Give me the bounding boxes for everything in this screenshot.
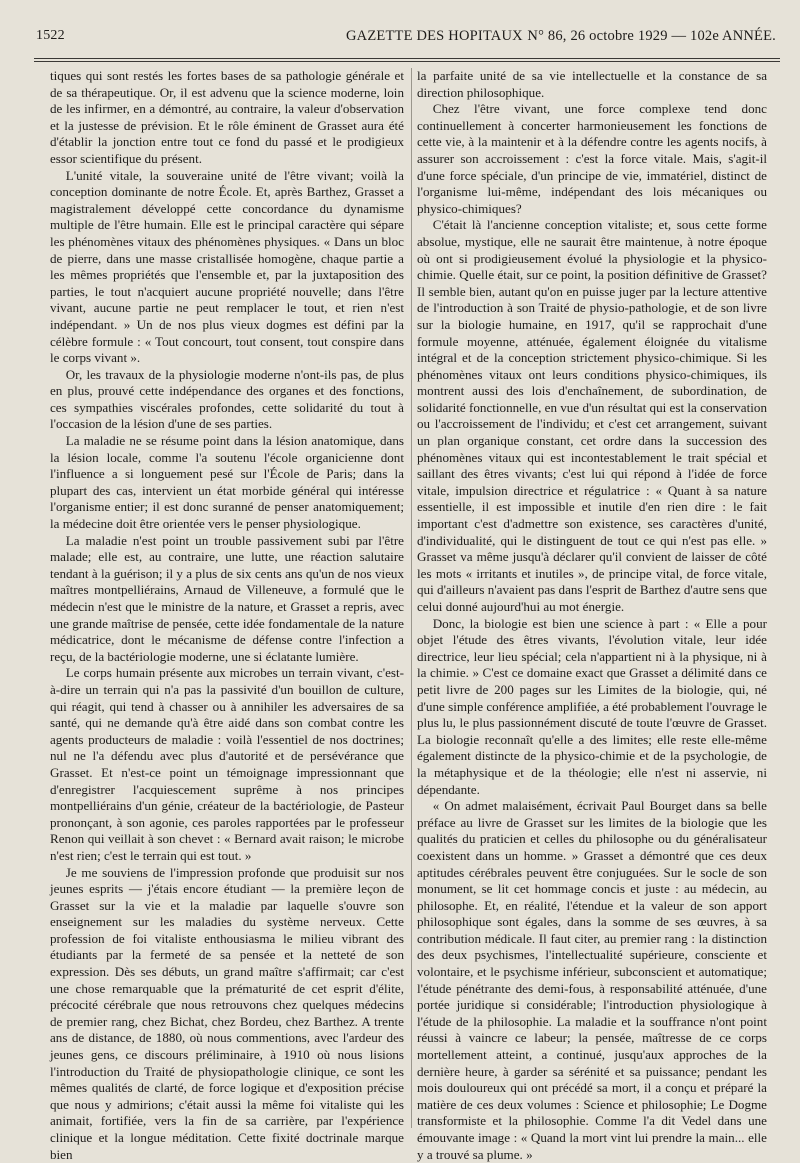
header-rule-double bbox=[34, 61, 780, 62]
paragraph: La maladie ne se résume point dans la lésion anatomique, dans la lésion locale, comme l'a soutenu l'école organicienne dont l'influence a si longuement pesé sur l'École de Paris; dans la plupart des cas, intervient un état morbide général qui intéresse l'organisme entier; il est donc suranné de penser anatomiquement; la médecine doit être orientée vers le penser physiologique. bbox=[50, 433, 404, 533]
paragraph: C'était là l'ancienne conception vitaliste; et, sous cette forme absolue, mystique, elle ne saurait être maintenue, à notre époque où ont si prodigieusement évolué la physiologie et la physico-chimie. Quelle était, sur ce point, la position définitive de Grasset? Il semble bien, autant qu'on en puisse juger par la lecture attentive de l'introduction à son Traité de physio-pathologie, et de son livre sur la biologie humaine, en 1917, qu'il se rapprochait d'une formule moyenne, atténuée, également éloignée du vitalisme intégral et de la conception strictement physico-chimique. Si les phénomènes vitaux ont leurs conditions physico-chimiques, ils montrent aussi des lois d'enchaînement, de subordination, de solidarité fonctionnelle, en vue d'un résultat qui est la conservation ou l'accroissement de l'individu; et c'est cet arrangement, suivant un plan organique constant, cet ordre dans la succession des phénomènes vitaux qui est incontestablement le trait spécial et saillant des êtres vivants; c'est lui qui répond à l'idée de force vitale, impulsion directrice et régulatrice : « Quant à sa nature essentielle, il est impossible et inutile d'en rien dire : le fait important c'est d'admettre son existence, ses caractères d'unité, d'individualité, qui le distinguent de tout ce qui n'est pas elle. » Grasset va même jusqu'à déclarer qu'il convient de laisser de côté les mots « irritants et inutiles », de principe vital, de force vitale, qui d'ailleurs n'avaient pas dans l'esprit de Barthez d'autre sens que celui donné aujourd'hui au mot énergie. bbox=[417, 217, 767, 615]
header-rule bbox=[34, 58, 780, 59]
issue-info: N° 86, 26 octobre 1929 — 102e ANNÉE. bbox=[527, 28, 776, 45]
paragraph: L'unité vitale, la souveraine unité de l'être vivant; voilà la conception dominante de notre École. Et, après Barthez, Grasset a magistralement développé cette concordance du dynamisme multiple de l'être humain. Elle est le principal caractère qui sépare les phénomènes vitaux des phénomènes physiques. « Dans un bloc de pierre, dans une masse cristallisée homogène, chaque partie a les mêmes propriétés que l'ensemble et, par la juxtaposition des parties, le tout n'acquiert aucune propriété nouvelle; dans l'être vivant, aucune partie ne peut remplacer le tout, et rien n'est indépendant. » Un de nos plus vieux dogmes est défini par la célèbre formule : « Tout concourt, tout consent, tout conspire dans le corps vivant ». bbox=[50, 168, 404, 367]
paragraph: tiques qui sont restés les fortes bases de sa pathologie générale et de sa thérapeutique. Or, il est advenu que la science moderne, loin de les infirmer, en a démontré, au contraire, la valeur d'observation et la justesse de prévision. Et le rôle éminent de Grasset aura été d'établir la jonction entre tout ce fond du passé et le prodigieux essor scientifique du présent. bbox=[50, 68, 404, 168]
page-header bbox=[36, 28, 776, 48]
paragraph: « On admet malaisément, écrivait Paul Bourget dans sa belle préface au livre de Grasset sur les limites de la biologie que les qualités du praticien et celles du philosophe ou du généralisateur coexistent dans un homme. » Grasset a démontré que ces deux aptitudes cérébrales peuvent être conjuguées. Sur le socle de son monument, se lit cet hommage concis et juste : au médecin, au philosophe. Et, en réalité, l'étendue et la valeur de son apport philosophique sont égales, dans la somme de ses œuvres, à sa contribution médicale. Il faut citer, au premier rang : la distinction des deux psychismes, l'intellectualité supérieure, consciente et volontaire, et le psychisme inférieur, subconscient et automatique; l'étude pénétrante des demi-fous, à responsabilité atténuée, d'une portée juridique si considérable; l'introduction physiologique à l'étude de la philosophie. La maladie et la souffrance n'ont point réussi à vaincre ce labeur; la pensée, maîtresse de ce corps mortellement atteint, a continué, jusqu'aux approches de la dernière heure, à garder sa sérénité et sa puissance; pendant les mois douloureux qui ont précédé sa mort, il a conçu et préparé la matière de ces deux volumes : Science et philosophie; Le Dogme transformiste et la philosophie. Comme l'a dit Vedel dans une émouvante image : « Quand la mort vint lui prendre la main... elle y a trouvé sa plume. » bbox=[417, 798, 767, 1163]
paragraph: La maladie n'est point un trouble passivement subi par l'être malade; elle est, au contraire, une lutte, une réaction salutaire tendant à la guérison; il y a plus de six cents ans qu'un de nos vieux maîtres montpelliérains, Arnaud de Villeneuve, a formulé que le médecin n'est que le ministre de la nature, et Grasset a repris, avec une grande maîtrise de pensée, cette idée fondamentale de la nature médicatrice, dont le mécanisme de défense contre l'infection a reçu, de la bactériologie moderne, une si éclatante lumière. bbox=[50, 533, 404, 666]
paragraph: Chez l'être vivant, une force complexe tend donc continuellement à concerter harmonieusement les fonctions de cette vie, à la maintenir et à la défendre contre les agents nocifs, à assurer son accroissement : c'est la force vitale. Mais, s'agit-il d'une force spéciale, d'un principe de vie, immatériel, distinct de l'organisme lui-même, indépendant des lois mécaniques ou physico-chimiques? bbox=[417, 101, 767, 217]
right-column bbox=[417, 68, 767, 1134]
paragraph: Or, les travaux de la physiologie moderne n'ont-ils pas, de plus en plus, prouvé cette indépendance des organes et des fonctions, ces sympathies viscérales profondes, cette solidarité du tout à l'occasion de la lésion d'une de ses parties. bbox=[50, 367, 404, 433]
paragraph: Le corps humain présente aux microbes un terrain vivant, c'est-à-dire un terrain qui n'a pas la passivité d'un bouillon de culture, qui réagit, qui tend à chasser ou à annihiler les adversaires de sa santé, qui ne demande qu'à être aidé dans son combat contre les agents producteurs de maladie : voilà l'essentiel de nos doctrines; nul ne l'a défendu avec plus d'autorité et de persévérance que Grasset. Et n'est-ce point un témoignage impressionnant que d'enregistrer l'acquiescement suprême à nos principes montpelliérains d'un génie, créateur de la bactériologie, de Pasteur prononçant, à son agonie, ces paroles rapportées par le professeur Renon qui veillait à son chevet : « Bernard avait raison; le microbe n'est rien; c'est le terrain qui est tout. » bbox=[50, 665, 404, 864]
paragraph: la parfaite unité de sa vie intellectuelle et la constance de sa direction philosophique. bbox=[417, 68, 767, 101]
left-column bbox=[50, 68, 404, 1134]
journal-title: GAZETTE DES HOPITAUX bbox=[346, 28, 523, 45]
page-number: 1522 bbox=[36, 28, 65, 44]
column-divider bbox=[411, 68, 412, 1128]
paragraph: Je me souviens de l'impression profonde que produisit sur nos jeunes esprits — j'étais encore étudiant — la première leçon de Grasset sur la vie et la maladie par laquelle s'ouvre son enseignement sur les maladies du système nerveux. Cette profession de foi vitaliste enthousiasma le milieu vibrant des étudiants par la fermeté de sa pensée et la netteté de son expression. Dès ses débuts, un grand maître s'affirmait; car c'est une chose remarquable que la prématurité de cet esprit d'élite, précocité cérébrale que nous retrouvons chez quelques médecins de premier rang, chez Bichat, chez Bordeu, chez Barthez. A trente ans de distance, de 1880, où nous commentions, avec l'ardeur des jeunes gens, ce discours préliminaire, à 1910 où nous lisions l'introduction du Traité de physiopathologie clinique, ce sont les mêmes qualités de clarté, de force logique et d'exposition précise que nous y admirions; c'était aussi la même foi vitaliste qui les animait, fortifiée, vers la fin de sa carrière, par l'expérience clinique et la longue méditation. Cette fixité doctrinale marque bien bbox=[50, 865, 404, 1163]
paragraph: Donc, la biologie est bien une science à part : « Elle a pour objet l'étude des êtres vivants, l'évolution vitale, leur idée directrice, leur lieu spécial; cela n'appartient ni à la physique, ni à la chimie. » C'est ce domaine exact que Grasset a délimité dans ce petit livre de 200 pages sur les Limites de la biologie, qui, né d'une simple conférence amplifiée, a été probablement l'ouvrage le plus lu, le plus passionnément discuté de toute l'œuvre de Grasset. La biologie reconnaît qu'elle a des limites; elle reste elle-même également distincte de la physico-chimie et de la psychologie, de la métaphysique et de la théologie; elle n'est ni asservie, ni dépendante. bbox=[417, 616, 767, 799]
